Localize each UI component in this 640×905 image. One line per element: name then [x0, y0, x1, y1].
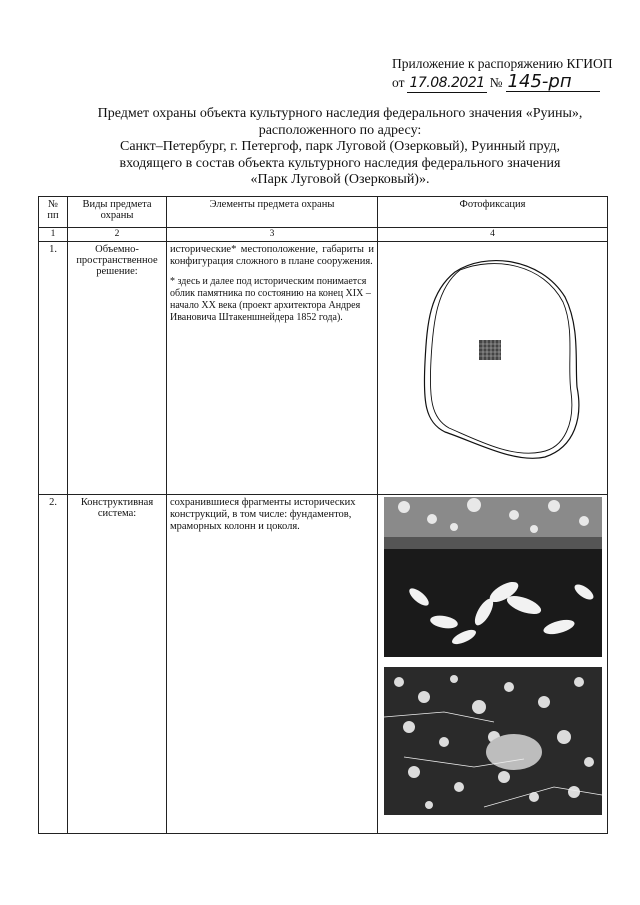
number-sign: №	[489, 75, 503, 90]
appendix-label: Приложение к распоряжению КГИОП	[392, 56, 613, 71]
column-number-4: 4	[378, 228, 608, 242]
row-elements	[167, 495, 378, 834]
header-elements: Элементы предмета охраны	[167, 197, 378, 228]
table-header-row	[39, 197, 608, 228]
site-plan-drawing-icon	[415, 252, 585, 462]
title-line-2: расположенного по адресу:	[258, 122, 422, 138]
header-photo: Фотофиксация	[378, 197, 608, 228]
column-number-1: 1	[39, 228, 68, 242]
row-kind: Объемно-пространственное решение:	[68, 242, 167, 495]
title-line-4: входящего в состав объекта культурного наследия федерального значения	[119, 155, 561, 171]
document-title	[60, 106, 620, 189]
row-num: 1.	[39, 242, 68, 495]
column-number-row	[39, 228, 608, 242]
row-photo	[378, 242, 608, 495]
appendix-header	[392, 55, 632, 93]
date-prefix: от	[392, 75, 405, 90]
date-value: 17.08.2021	[409, 75, 485, 91]
table-row	[39, 495, 608, 834]
title-line-3: Санкт–Петербург, г. Петергоф, парк Луговой (Озерковый), Руинный пруд,	[119, 139, 560, 154]
ruins-photo-1-icon	[384, 497, 602, 657]
row-elements	[167, 242, 378, 495]
protection-subject-table	[38, 196, 608, 834]
appendix-date-line	[392, 73, 632, 93]
title-line-5: «Парк Луговой (Озерковый)».	[250, 172, 430, 187]
historical-note: * здесь и далее под историческим понимается облик памятника по состоянию на конец XIX – начало XX века (проект архитектора Андрея Ивановича Штакеншнейдера 1852 года).	[170, 276, 371, 323]
row-kind: Конструктивная система:	[68, 495, 167, 834]
elements-text: сохранившиеся фрагменты исторических конструкций, в том числе: фундаментов, мраморных колонн и цоколя.	[170, 497, 356, 532]
column-number-3: 3	[167, 228, 378, 242]
row-num: 2.	[39, 495, 68, 834]
header-num: № пп	[39, 197, 68, 228]
column-number-2: 2	[68, 228, 167, 242]
title-line-1: Предмет охраны объекта культурного наследия федерального значения «Руины»,	[97, 106, 583, 121]
row-photo	[378, 495, 608, 834]
table-row	[39, 242, 608, 495]
ruins-photo-2-icon	[384, 667, 602, 815]
order-number: 145-рп	[506, 73, 600, 92]
header-kinds: Виды предмета охраны	[68, 197, 167, 228]
elements-text: исторические* местоположение, габариты и конфигурация сложного в плане сооружения.	[170, 244, 374, 267]
